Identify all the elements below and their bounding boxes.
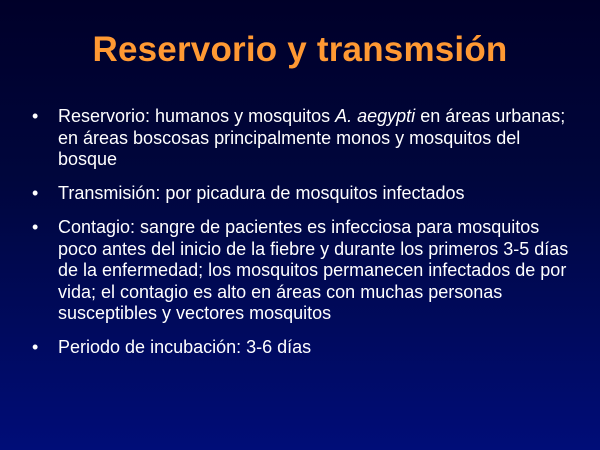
bullet-incubacion <box>32 337 577 359</box>
bullet-reservorio-text-start: Reservorio: humanos y mosquitos <box>58 106 336 126</box>
species-name: A. aegypti <box>335 106 416 126</box>
bullet-reservorio-text-end: en áreas urbanas; en áreas boscosas principalmente monos y mosquitos del bosque <box>58 106 566 169</box>
bullet-transmision-text: Transmisión: por picadura de mosquitos infectados <box>58 183 465 203</box>
bullet-dot-icon: • <box>32 183 39 203</box>
bullet-list <box>32 106 577 371</box>
bullet-incubacion-text: Periodo de incubación: 3-6 días <box>58 337 312 357</box>
bullet-contagio <box>32 217 577 325</box>
slide-title: Reservorio y transmsión <box>92 30 508 69</box>
bullet-dot-icon: • <box>32 106 39 126</box>
bullet-dot-icon: • <box>32 337 39 357</box>
bullet-reservorio <box>32 106 577 171</box>
bullet-transmision <box>32 183 577 205</box>
bullet-contagio-text: Contagio: sangre de pacientes es infecciosa para mosquitos poco antes del inicio de la fiebre y durante los primeros 3-5 días de la enfermedad; los mosquitos permanecen infectados de por vida; el contagio es alto en áreas con muchas personas susceptibles y vectores mosquitos <box>58 217 569 323</box>
bullet-dot-icon: • <box>32 217 39 237</box>
